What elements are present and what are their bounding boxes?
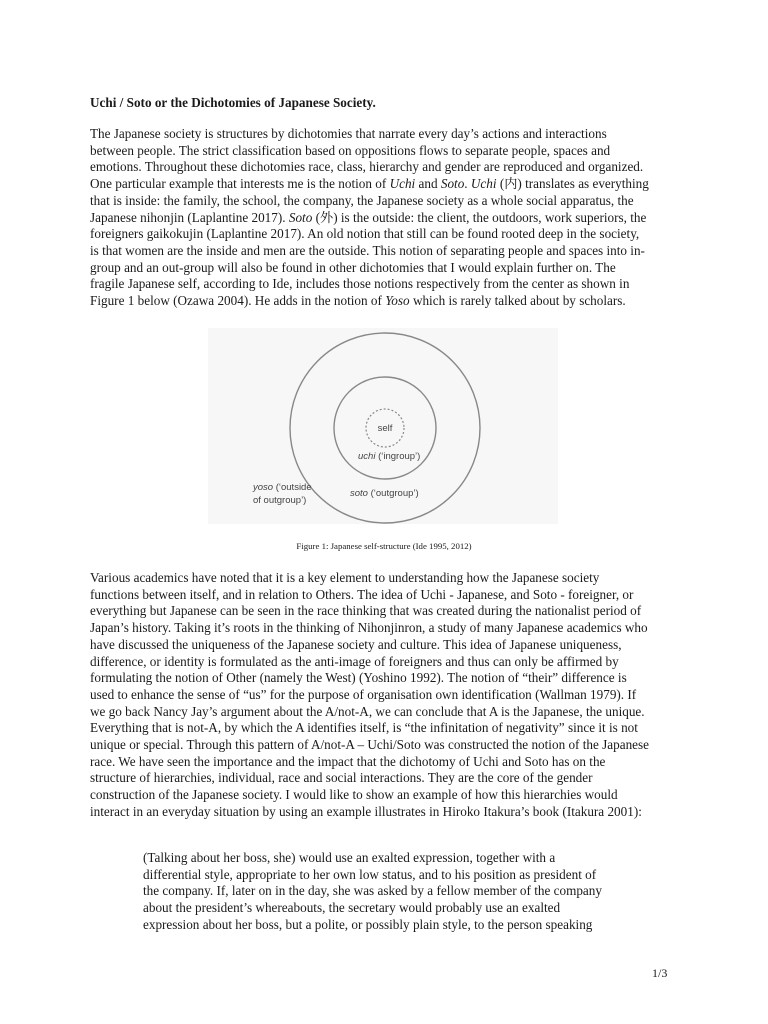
text-line: foreigners gaikokujin (Laplantine 2017). An old notion that still can be found rooted deep in the society, [90, 226, 640, 242]
self-structure-diagram [208, 328, 558, 524]
page-number: 1/3 [652, 966, 668, 980]
text-line: functions between itself, and in relation to Others. The idea of Uchi - Japanese, and Soto - foreigner, or [90, 586, 634, 602]
text-line: interact in an everyday situation by using an example illustrates in Hiroko Itakura’s book (Itakura 2001): [90, 803, 642, 819]
quote-line: (Talking about her boss, she) would use an exalted expression, together with a [143, 850, 556, 865]
text-line: emotions. Throughout these dichotomies race, class, hierarchy and gender are reproduced and organized. [90, 159, 644, 175]
paragraph-discussion [90, 570, 686, 821]
quote-line: about the president’s whereabouts, the secretary would probably use an exalted [143, 900, 561, 916]
uchi-label: uchi (‘ingroup’) [358, 451, 421, 462]
text-line: formulating the notion of Other (namely the West) (Yoshino 1992). The notion of “their” difference is [90, 670, 627, 686]
text-line: structure of hierarchies, individual, race and social interactions. They are the core of the gender [90, 770, 593, 786]
text-line: Japanese nihonjin (Laplantine 2017). Soto (外) is the outside: the client, the outdoors, work superiors, the [90, 209, 647, 225]
text-line: everything but Japanese can be seen in the race thinking that was created during the nationalist period of [90, 603, 642, 619]
paragraph-intro [90, 126, 686, 310]
quote-line: expression about her boss, but a polite, or possibly plain style, to the person speaking [143, 916, 593, 932]
text-line: that is inside: the family, the school, the company, the Japanese society as a whole social apparatus, the [90, 192, 634, 208]
yoso-label: yoso (‘outside [253, 482, 312, 493]
emphasis-term: Uchi [389, 176, 416, 192]
block-quote [143, 850, 643, 934]
text-line: unique or special. Through this pattern of A/not-A – Uchi/Soto was constructed the notion of the Japanese [90, 737, 650, 753]
self-label: self [377, 423, 393, 434]
text-line: group and an out-group will also be found in other dichotomies that I would explain further on. The [90, 259, 616, 275]
figure-caption: Figure 1: Japanese self-structure (Ide 1995, 2012) [296, 541, 472, 551]
text-line: we go back Nancy Jay’s argument about the A/not-A, we can conclude that A is the Japanese, the unique. [90, 703, 645, 719]
soto-label: soto (‘outgroup’) [350, 488, 419, 499]
text-line: One particular example that interests me is the notion of Uchi and Soto. Uchi (内) translates as everything [90, 176, 649, 192]
document-title: Uchi / Soto or the Dichotomies of Japanese Society. [90, 95, 376, 110]
text-line: have discussed the uniqueness of the Japanese society and culture. This idea of Japanese uniqueness, [90, 636, 622, 652]
text-line: Various academics have noted that it is a key element to understanding how the Japanese society [90, 570, 600, 585]
text-line: race. We have seen the importance and the impact that the dichotomy of Uchi and Soto has on the [90, 753, 606, 769]
yoso-label-line2: of outgroup’) [253, 495, 307, 506]
emphasis-term: Soto [440, 176, 465, 192]
text-line: fragile Japanese self, according to Ide, includes those notions respectively from the center as shown in [90, 276, 630, 292]
text-line: The Japanese society is structures by dichotomies that narrate every day’s actions and interactions [90, 126, 607, 141]
text-line: is that women are the inside and men are the outside. This notion of separating people and spaces into in- [90, 242, 645, 258]
text-line: Figure 1 below (Ozawa 2004). He adds in the notion of Yoso which is rarely talked about by scholars. [90, 293, 626, 309]
text-line: Everything that is not-A, by which the A identifies itself, is “the infinitation of negativity” since it is not [90, 720, 638, 736]
text-line: between people. The strict classification based on oppositions flows to separate people, spaces and [90, 142, 611, 158]
emphasis-term: Soto [288, 209, 313, 225]
emphasis-term: Yoso [385, 293, 410, 309]
text-line: Japan’s history. Taking it’s roots in the thinking of Nihonjinron, a study of many Japanese academics who [90, 620, 648, 636]
text-line: construction of the Japanese society. I would like to show an example of how this hierarchies would [90, 787, 618, 803]
emphasis-term: Uchi [470, 176, 497, 192]
text-line: used to enhance the sense of “us” for the purpose of organisation own identification (Wallman 1979). If [90, 686, 637, 702]
self-structure-figure [208, 328, 558, 524]
text-line: difference, or identity is formulated as the anti-image of foreigners and thus can only be affirmed by [90, 653, 619, 669]
quote-line: the company. If, later on in the day, she was asked by a fellow member of the company [143, 883, 602, 899]
quote-line: differential style, appropriate to her own low status, and to his position as president of [143, 866, 597, 882]
